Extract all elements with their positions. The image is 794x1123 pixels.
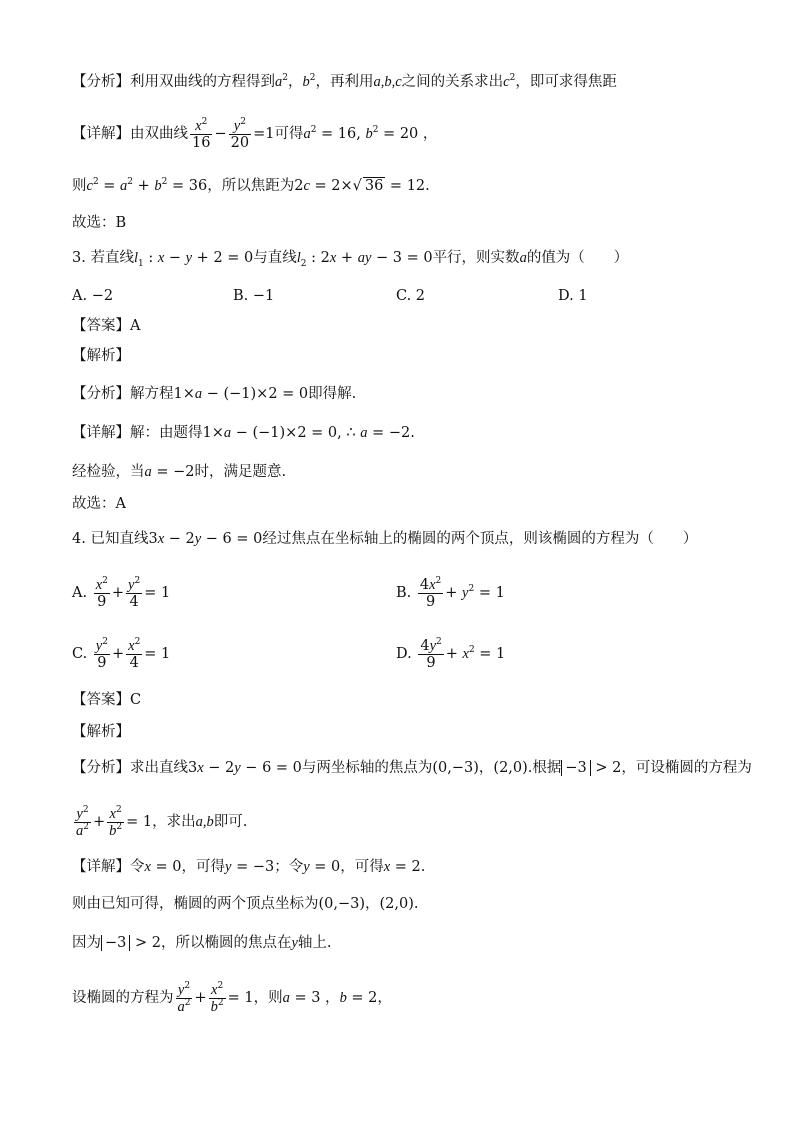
q4-fenxi-cont: $\frac{y^2}{a^2}$ + $\frac{x^2}{b^2}$ = 1，求出a,b即可. [76,804,248,839]
q4-stem: 4. 已知直线3x − 2y − 6 = 0经过焦点在坐标轴上的椭圆的两个顶点，则该椭圆的方程为（ ） [72,531,698,547]
q3-check: 经检验，当a = −2时，满足题意. [72,464,287,480]
q3-fenxi: 【分析】解方程1×a − (−1)×2 = 0即得解. [72,386,357,402]
q4-jiexi: 【解析】 [72,724,130,740]
q3-option-d: D. 1 [558,288,588,304]
fraction: $\frac{x^2}{16}$ [192,116,211,151]
q4-fenxi: 【分析】求出直线3x − 2y − 6 = 0与两坐标轴的焦点为(0,−3)，(2,0).根据 −3 > 2，可设椭圆的方程为 [72,760,752,776]
q3-stem: 3. 若直线$l_1$ : x − y + 2 = 0与直线$l_2$ : 2x + ay − 3 = 0平行，则实数a的值为（ ） [72,250,629,269]
q3-jiexi: 【解析】 [72,348,130,364]
q4-daan: 【答案】C [72,692,142,708]
q3-option-a: A. −2 [72,288,114,304]
q3-answer: 故选：A [72,496,126,512]
q3-option-c: C. 2 [396,288,426,304]
q4-vertices: 则由已知可得，椭圆的两个顶点坐标为(0,−3)，(2,0). [72,896,419,912]
xiangjie-tag: 【详解】 [72,126,130,142]
q2-answer: 故选：B [72,215,127,231]
q3-daan: 【答案】A [72,318,141,334]
q4-xiangjie: 【详解】令x = 0，可得y = −3；令y = 0，可得x = 2. [72,859,426,875]
q2-focal-line: 则$c^2 = a^2 + b^2 = 36$，所以焦距为2c = 2×√ 36 = 12. [72,177,430,194]
q3-xiangjie: 【详解】解：由题得1×a − (−1)×2 = 0, ∴ a = −2. [72,425,415,441]
q4-option-c: C. $\frac{y^2}{9}$ + $\frac{x^2}{4}$ = 1 [72,636,171,671]
q4-option-b: B. $\frac{4x^2}{9}$ + $y^2 = 1$ [396,575,505,610]
q2-xiangjie-line: 【详解】由双曲线 $\frac{x^2}{16}$ − $\frac{y^2}{20}$ =1可得$a^2 = 16$, $b^2 = 20$ ， [72,116,438,151]
q4-option-d: D. $\frac{4y^2}{9}$ + $x^2 = 1$ [396,636,506,671]
fraction: $\frac{y^2}{20}$ [230,116,250,151]
q4-focus-axis: 因为 −3 > 2，所以椭圆的焦点在y轴上. [72,935,332,951]
fenxi-tag: 【分析】 [72,74,130,90]
q4-option-a: A. $\frac{x^2}{9}$ + $\frac{y^2}{4}$ = 1 [72,575,171,610]
q2-fenxi-line: 【分析】利用双曲线的方程得到$a^2$，$b^2$，再利用a,b,c之间的关系求出$c^2$，即可求得焦距 [72,73,617,90]
q3-option-b: B. −1 [233,288,275,304]
q4-equation: 设椭圆的方程为 $\frac{y^2}{a^2}$ + $\frac{x^2}{b^2}$ = 1，则a = 3 ，b = 2， [72,980,392,1015]
